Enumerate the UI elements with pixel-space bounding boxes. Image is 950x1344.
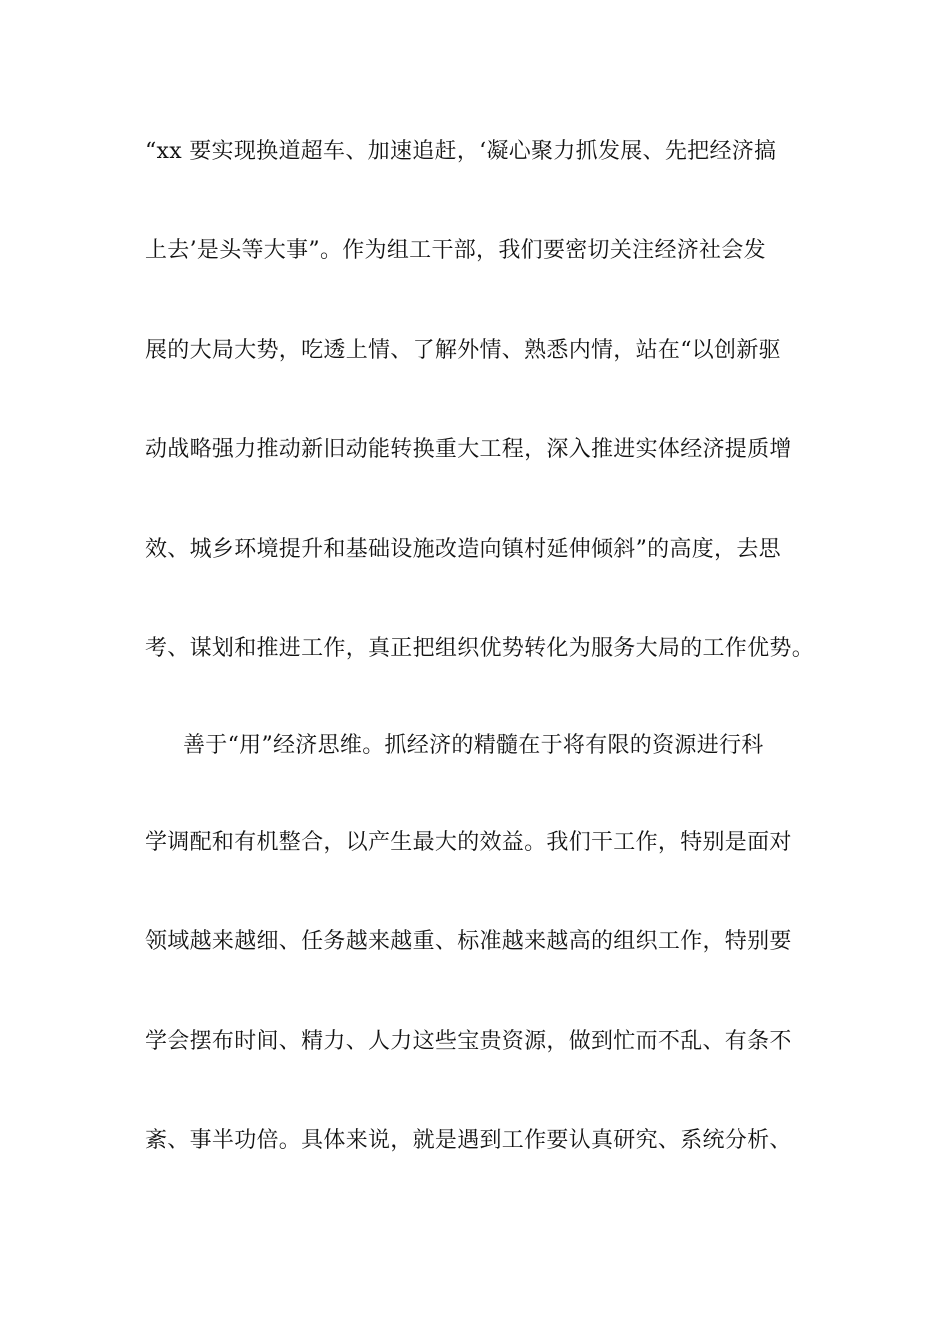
text-line-6: 考、谋划和推进工作，真正把组织优势转化为服务大局的工作优势。 xyxy=(145,636,815,661)
text-line-8: 学调配和有机整合，以产生最大的效益。我们干工作，特别是面对 xyxy=(145,830,792,855)
text-line-3: 展的大局大势，吃透上情、了解外情、熟悉内情，站在“以创新驱 xyxy=(145,338,781,363)
text-line-11: 紊、事半功倍。具体来说，就是遇到工作要认真研究、系统分析、 xyxy=(145,1128,792,1153)
text-line-5: 效、城乡环境提升和基础设施改造向镇村延伸倾斜”的高度，去思 xyxy=(145,537,781,562)
text-line-1: “xx 要实现换道超车、加速追赶，‘凝心聚力抓发展、先把经济搞 xyxy=(145,139,777,164)
text-line-4: 动战略强力推动新旧动能转换重大工程，深入推进实体经济提质增 xyxy=(145,437,792,462)
text-line-2: 上去’是头等大事”。作为组工干部，我们要密切关注经济社会发 xyxy=(145,238,766,263)
text-line-9: 领域越来越细、任务越来越重、标准越来越高的组织工作，特别要 xyxy=(145,929,792,954)
paragraph-start-line: 善于“用”经济思维。抓经济的精髓在于将有限的资源进行科 xyxy=(183,733,764,758)
text-line-10: 学会摆布时间、精力、人力这些宝贵资源，做到忙而不乱、有条不 xyxy=(145,1029,792,1054)
